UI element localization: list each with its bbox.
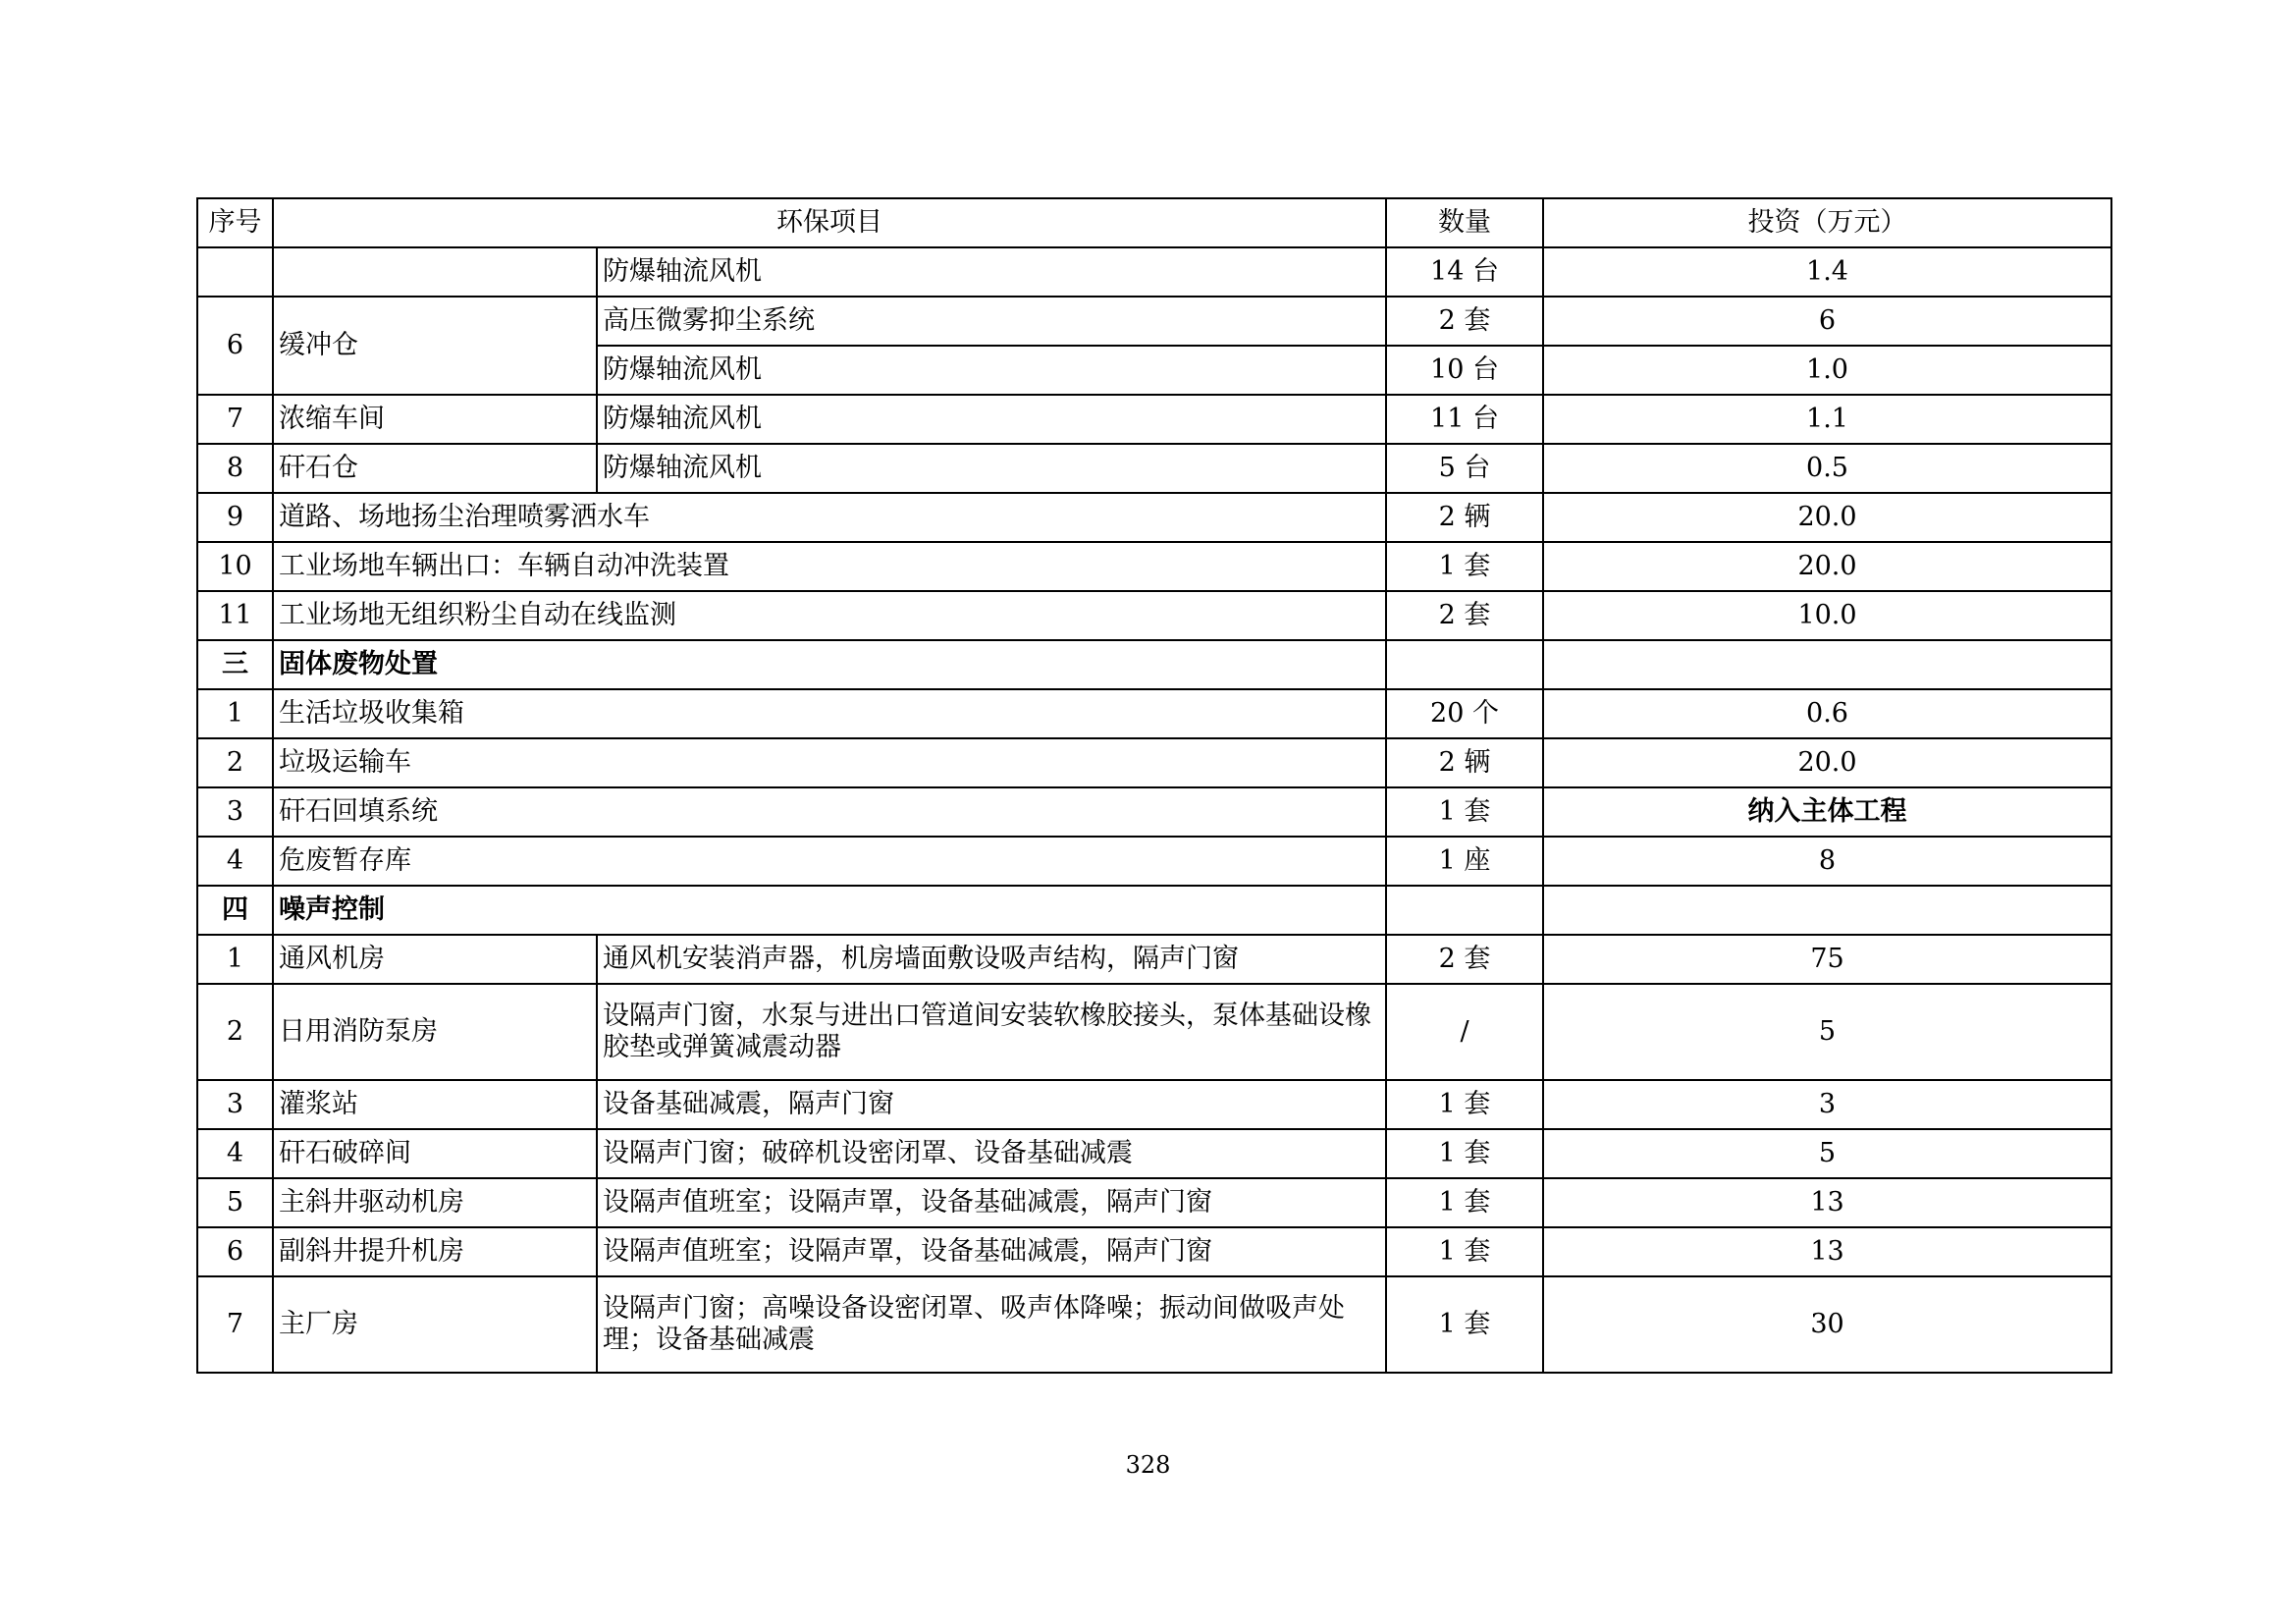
row-no: 11 — [197, 591, 273, 640]
row-name: 矸石仓 — [273, 444, 597, 493]
row-name: 主斜井驱动机房 — [273, 1178, 597, 1227]
row-invest: 30 — [1543, 1276, 2111, 1373]
row-name: 矸石回填系统 — [273, 787, 1386, 837]
table-row — [197, 444, 2111, 493]
row-qty: / — [1386, 984, 1543, 1080]
table-row — [197, 787, 2111, 837]
row-name: 道路、场地扬尘治理喷雾洒水车 — [273, 493, 1386, 542]
row-no: 4 — [197, 1129, 273, 1178]
page-number: 328 — [1125, 1451, 1171, 1479]
row-invest: 6 — [1543, 297, 2111, 346]
row-name: 工业场地车辆出口：车辆自动冲洗装置 — [273, 542, 1386, 591]
row-name: 灌浆站 — [273, 1080, 597, 1129]
row-no: 4 — [197, 837, 273, 886]
row-invest: 5 — [1543, 1129, 2111, 1178]
table-row — [197, 297, 2111, 346]
row-no: 3 — [197, 1080, 273, 1129]
row-measure: 设隔声门窗；破碎机设密闭罩、设备基础减震 — [597, 1129, 1386, 1178]
row-invest — [1543, 640, 2111, 689]
table-row — [197, 837, 2111, 886]
row-measure: 防爆轴流风机 — [597, 346, 1386, 395]
row-qty: 14 台 — [1386, 247, 1543, 297]
table-row — [197, 395, 2111, 444]
row-qty: 2 套 — [1386, 591, 1543, 640]
section-no: 四 — [197, 886, 273, 935]
row-invest: 3 — [1543, 1080, 2111, 1129]
row-name: 通风机房 — [273, 935, 597, 984]
row-invest: 13 — [1543, 1178, 2111, 1227]
row-invest: 1.4 — [1543, 247, 2111, 297]
table-row — [197, 1129, 2111, 1178]
row-no — [197, 247, 273, 297]
row-no: 6 — [197, 297, 273, 395]
row-no: 1 — [197, 935, 273, 984]
section-title: 固体废物处置 — [273, 640, 1386, 689]
row-measure: 防爆轴流风机 — [597, 247, 1386, 297]
row-qty: 2 套 — [1386, 935, 1543, 984]
row-qty — [1386, 640, 1543, 689]
row-invest: 1.1 — [1543, 395, 2111, 444]
row-no: 5 — [197, 1178, 273, 1227]
row-qty: 2 辆 — [1386, 493, 1543, 542]
table-row — [197, 738, 2111, 787]
row-no: 8 — [197, 444, 273, 493]
row-invest: 纳入主体工程 — [1543, 787, 2111, 837]
row-qty: 1 套 — [1386, 787, 1543, 837]
row-qty: 2 套 — [1386, 297, 1543, 346]
row-measure: 设隔声门窗，水泵与进出口管道间安装软橡胶接头，泵体基础设橡胶垫或弹簧减震动器 — [597, 984, 1386, 1080]
header-no: 序号 — [197, 198, 273, 247]
row-measure: 设隔声值班室；设隔声罩，设备基础减震，隔声门窗 — [597, 1227, 1386, 1276]
row-no: 1 — [197, 689, 273, 738]
row-name: 浓缩车间 — [273, 395, 597, 444]
table-row — [197, 493, 2111, 542]
row-qty: 5 台 — [1386, 444, 1543, 493]
table-row — [197, 689, 2111, 738]
row-no: 3 — [197, 787, 273, 837]
row-name: 垃圾运输车 — [273, 738, 1386, 787]
section-row — [197, 640, 2111, 689]
row-name: 缓冲仓 — [273, 297, 597, 395]
table-row — [197, 1227, 2111, 1276]
row-measure: 高压微雾抑尘系统 — [597, 297, 1386, 346]
row-name: 日用消防泵房 — [273, 984, 597, 1080]
table-row — [197, 591, 2111, 640]
row-no: 6 — [197, 1227, 273, 1276]
row-qty: 1 套 — [1386, 1129, 1543, 1178]
row-no: 7 — [197, 1276, 273, 1373]
row-invest: 5 — [1543, 984, 2111, 1080]
table-row — [197, 542, 2111, 591]
section-title: 噪声控制 — [273, 886, 1386, 935]
row-qty: 1 套 — [1386, 1178, 1543, 1227]
row-name: 主厂房 — [273, 1276, 597, 1373]
row-qty: 1 套 — [1386, 1276, 1543, 1373]
table-row — [197, 1276, 2111, 1373]
row-measure: 设隔声值班室；设隔声罩，设备基础减震，隔声门窗 — [597, 1178, 1386, 1227]
row-invest: 75 — [1543, 935, 2111, 984]
table-row — [197, 1080, 2111, 1129]
row-qty: 1 套 — [1386, 1080, 1543, 1129]
table-row — [197, 935, 2111, 984]
row-name — [273, 247, 597, 297]
row-measure: 通风机安装消声器，机房墙面敷设吸声结构，隔声门窗 — [597, 935, 1386, 984]
row-qty — [1386, 886, 1543, 935]
row-invest — [1543, 886, 2111, 935]
row-name: 危废暂存库 — [273, 837, 1386, 886]
row-measure: 防爆轴流风机 — [597, 444, 1386, 493]
header-project: 环保项目 — [273, 198, 1386, 247]
row-invest: 0.5 — [1543, 444, 2111, 493]
row-no: 9 — [197, 493, 273, 542]
section-row — [197, 886, 2111, 935]
row-qty: 1 套 — [1386, 542, 1543, 591]
investment-table — [196, 197, 2112, 1374]
row-qty: 11 台 — [1386, 395, 1543, 444]
row-name: 副斜井提升机房 — [273, 1227, 597, 1276]
row-no: 2 — [197, 984, 273, 1080]
row-no: 10 — [197, 542, 273, 591]
row-invest: 0.6 — [1543, 689, 2111, 738]
row-invest: 1.0 — [1543, 346, 2111, 395]
section-no: 三 — [197, 640, 273, 689]
row-qty: 1 套 — [1386, 1227, 1543, 1276]
row-no: 2 — [197, 738, 273, 787]
row-qty: 10 台 — [1386, 346, 1543, 395]
row-qty: 1 座 — [1386, 837, 1543, 886]
row-measure: 设隔声门窗；高噪设备设密闭罩、吸声体降噪；振动间做吸声处理；设备基础减震 — [597, 1276, 1386, 1373]
row-name: 工业场地无组织粉尘自动在线监测 — [273, 591, 1386, 640]
row-qty: 2 辆 — [1386, 738, 1543, 787]
header-invest: 投资（万元） — [1543, 198, 2111, 247]
row-invest: 20.0 — [1543, 542, 2111, 591]
row-invest: 10.0 — [1543, 591, 2111, 640]
table-row — [197, 984, 2111, 1080]
row-name: 生活垃圾收集箱 — [273, 689, 1386, 738]
table-row — [197, 247, 2111, 297]
header-qty: 数量 — [1386, 198, 1543, 247]
row-measure: 设备基础减震，隔声门窗 — [597, 1080, 1386, 1129]
table-row — [197, 1178, 2111, 1227]
row-invest: 20.0 — [1543, 493, 2111, 542]
row-invest: 20.0 — [1543, 738, 2111, 787]
row-qty: 20 个 — [1386, 689, 1543, 738]
row-no: 7 — [197, 395, 273, 444]
row-invest: 8 — [1543, 837, 2111, 886]
row-name: 矸石破碎间 — [273, 1129, 597, 1178]
row-invest: 13 — [1543, 1227, 2111, 1276]
table-header-row — [197, 198, 2111, 247]
row-measure: 防爆轴流风机 — [597, 395, 1386, 444]
